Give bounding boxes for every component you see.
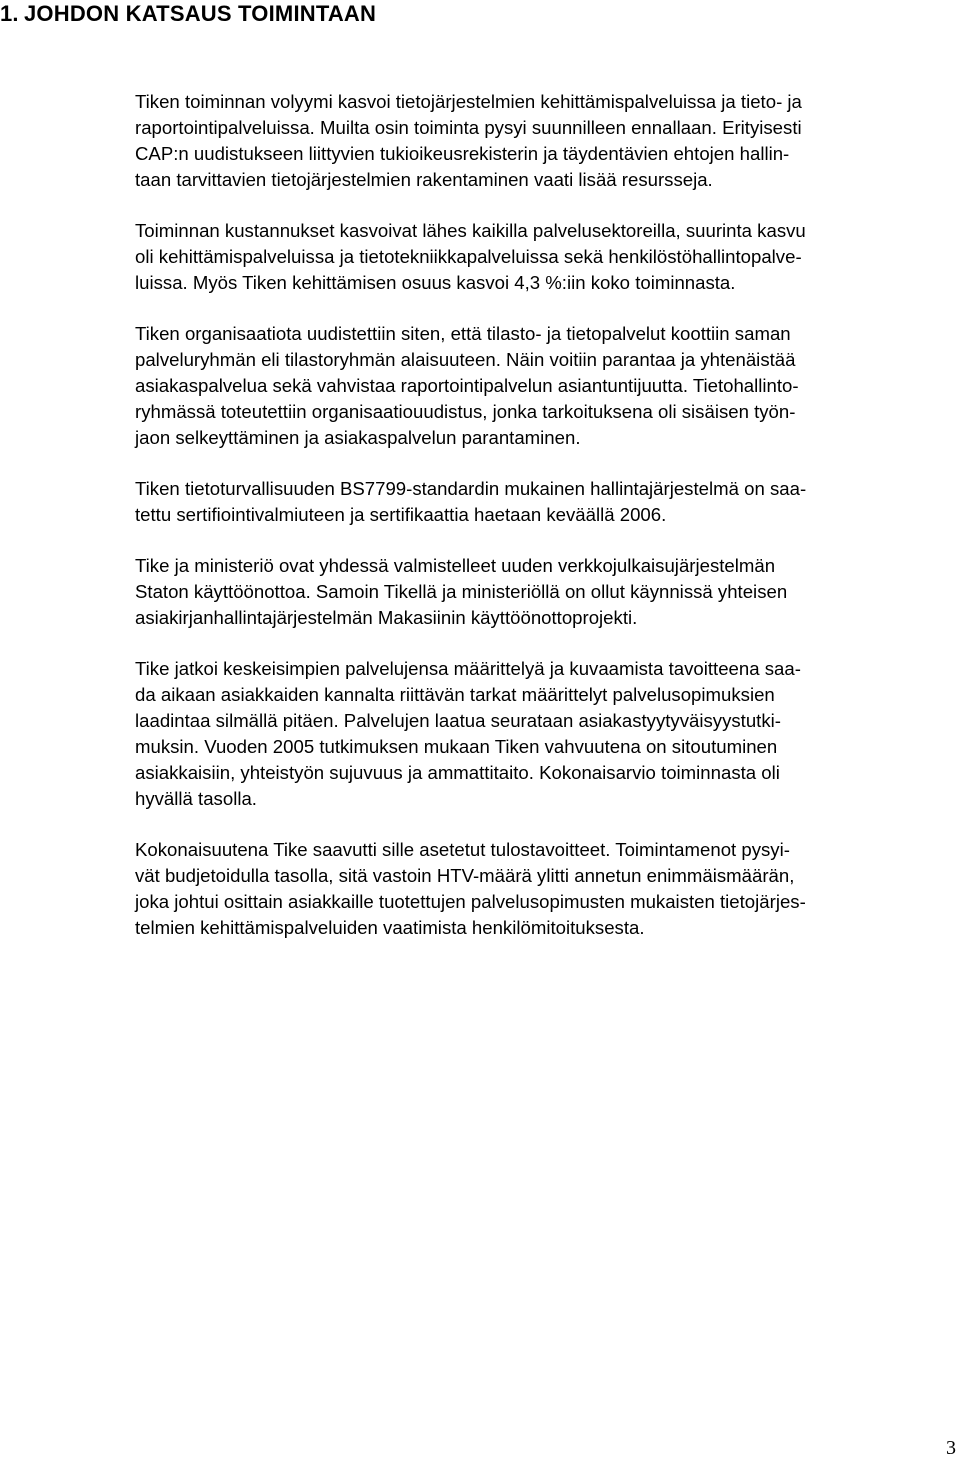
text-line: luissa. Myös Tiken kehittämisen osuus kasvoi 4,3 %:iin koko toiminnasta. xyxy=(135,272,736,293)
text-line: CAP:n uudistukseen liittyvien tukioikeusrekisterin ja täydentävien ehtojen hallin- xyxy=(135,143,790,164)
section-number: 1. xyxy=(0,1,19,26)
paragraph-publishing xyxy=(135,553,957,631)
paragraph-volume xyxy=(135,89,957,193)
text-line: Tike jatkoi keskeisimpien palvelujensa määrittelyä ja kuvaamista tavoitteena saa- xyxy=(135,658,801,679)
text-line: hyvällä tasolla. xyxy=(135,788,257,809)
page-number: 3 xyxy=(946,1437,956,1459)
text-line: muksin. Vuoden 2005 tutkimuksen mukaan Tiken vahvuutena on sitoutuminen xyxy=(135,736,778,757)
section-title: JOHDON KATSAUS TOIMINTAAN xyxy=(24,1,377,26)
text-line: telmien kehittämispalveluiden vaatimista henkilömitoituksesta. xyxy=(135,917,645,938)
text-line: asiakirjanhallintajärjestelmän Makasiinin käyttöönottoprojekti. xyxy=(135,607,638,628)
text-line: laadintaa silmällä pitäen. Palvelujen laatua seurataan asiakastyytyväisyystutki- xyxy=(135,710,781,731)
text-line: Staton käyttöönottoa. Samoin Tikellä ja ministeriöllä on ollut käynnissä yhteisen xyxy=(135,581,788,602)
text-line: asiakaspalvelua sekä vahvistaa raportointipalvelun asiantuntijuutta. Tietohallinto- xyxy=(135,375,799,396)
text-line: tettu sertifiointivalmiuteen ja sertifikaattia haetaan keväällä 2006. xyxy=(135,504,667,525)
paragraph-organisation xyxy=(135,321,957,451)
text-line: Tike ja ministeriö ovat yhdessä valmistelleet uuden verkkojulkaisujärjestelmän xyxy=(135,555,776,576)
paragraph-summary xyxy=(135,837,957,941)
text-line: oli kehittämispalveluissa ja tietotekniikkapalveluissa sekä henkilöstöhallintopalve- xyxy=(135,246,802,267)
text-line: raportointipalveluissa. Muilta osin toiminta pysyi suunnilleen ennallaan. Erityisesti xyxy=(135,117,802,138)
text-line: Tiken organisaatiota uudistettiin siten, että tilasto- ja tietopalvelut koottiin saman xyxy=(135,323,791,344)
text-line: vät budjetoidulla tasolla, sitä vastoin HTV-määrä ylitti annetun enimmäismäärän, xyxy=(135,865,795,886)
text-line: jaon selkeyttäminen ja asiakaspalvelun parantaminen. xyxy=(135,427,581,448)
text-line: asiakkaisiin, yhteistyön sujuvuus ja ammattitaito. Kokonaisarvio toiminnasta oli xyxy=(135,762,780,783)
text-line: joka johtui osittain asiakkaille tuotettujen palvelusopimusten mukaisten tietojärjes- xyxy=(135,891,806,912)
section-heading xyxy=(0,1,376,27)
text-line: Tiken toiminnan volyymi kasvoi tietojärjestelmien kehittämispalveluissa ja tieto- ja xyxy=(135,91,802,112)
text-line: ryhmässä toteutettiin organisaatiouudistus, jonka tarkoituksena oli sisäisen työn- xyxy=(135,401,796,422)
body-text xyxy=(135,89,957,966)
text-line: taan tarvittavien tietojärjestelmien rakentaminen vaati lisää resursseja. xyxy=(135,169,713,190)
paragraph-services xyxy=(135,656,957,812)
paragraph-costs xyxy=(135,218,957,296)
text-line: palveluryhmän eli tilastoryhmän alaisuuteen. Näin voitiin parantaa ja yhtenäistää xyxy=(135,349,796,370)
text-line: Kokonaisuutena Tike saavutti sille asetetut tulostavoitteet. Toimintamenot pysyi- xyxy=(135,839,790,860)
text-line: Tiken tietoturvallisuuden BS7799-standardin mukainen hallintajärjestelmä on saa- xyxy=(135,478,807,499)
text-line: Toiminnan kustannukset kasvoivat lähes kaikilla palvelusektoreilla, suurinta kasvu xyxy=(135,220,806,241)
text-line: da aikaan asiakkaiden kannalta riittävän tarkat määrittelyt palvelusopimuksien xyxy=(135,684,775,705)
paragraph-security xyxy=(135,476,957,528)
